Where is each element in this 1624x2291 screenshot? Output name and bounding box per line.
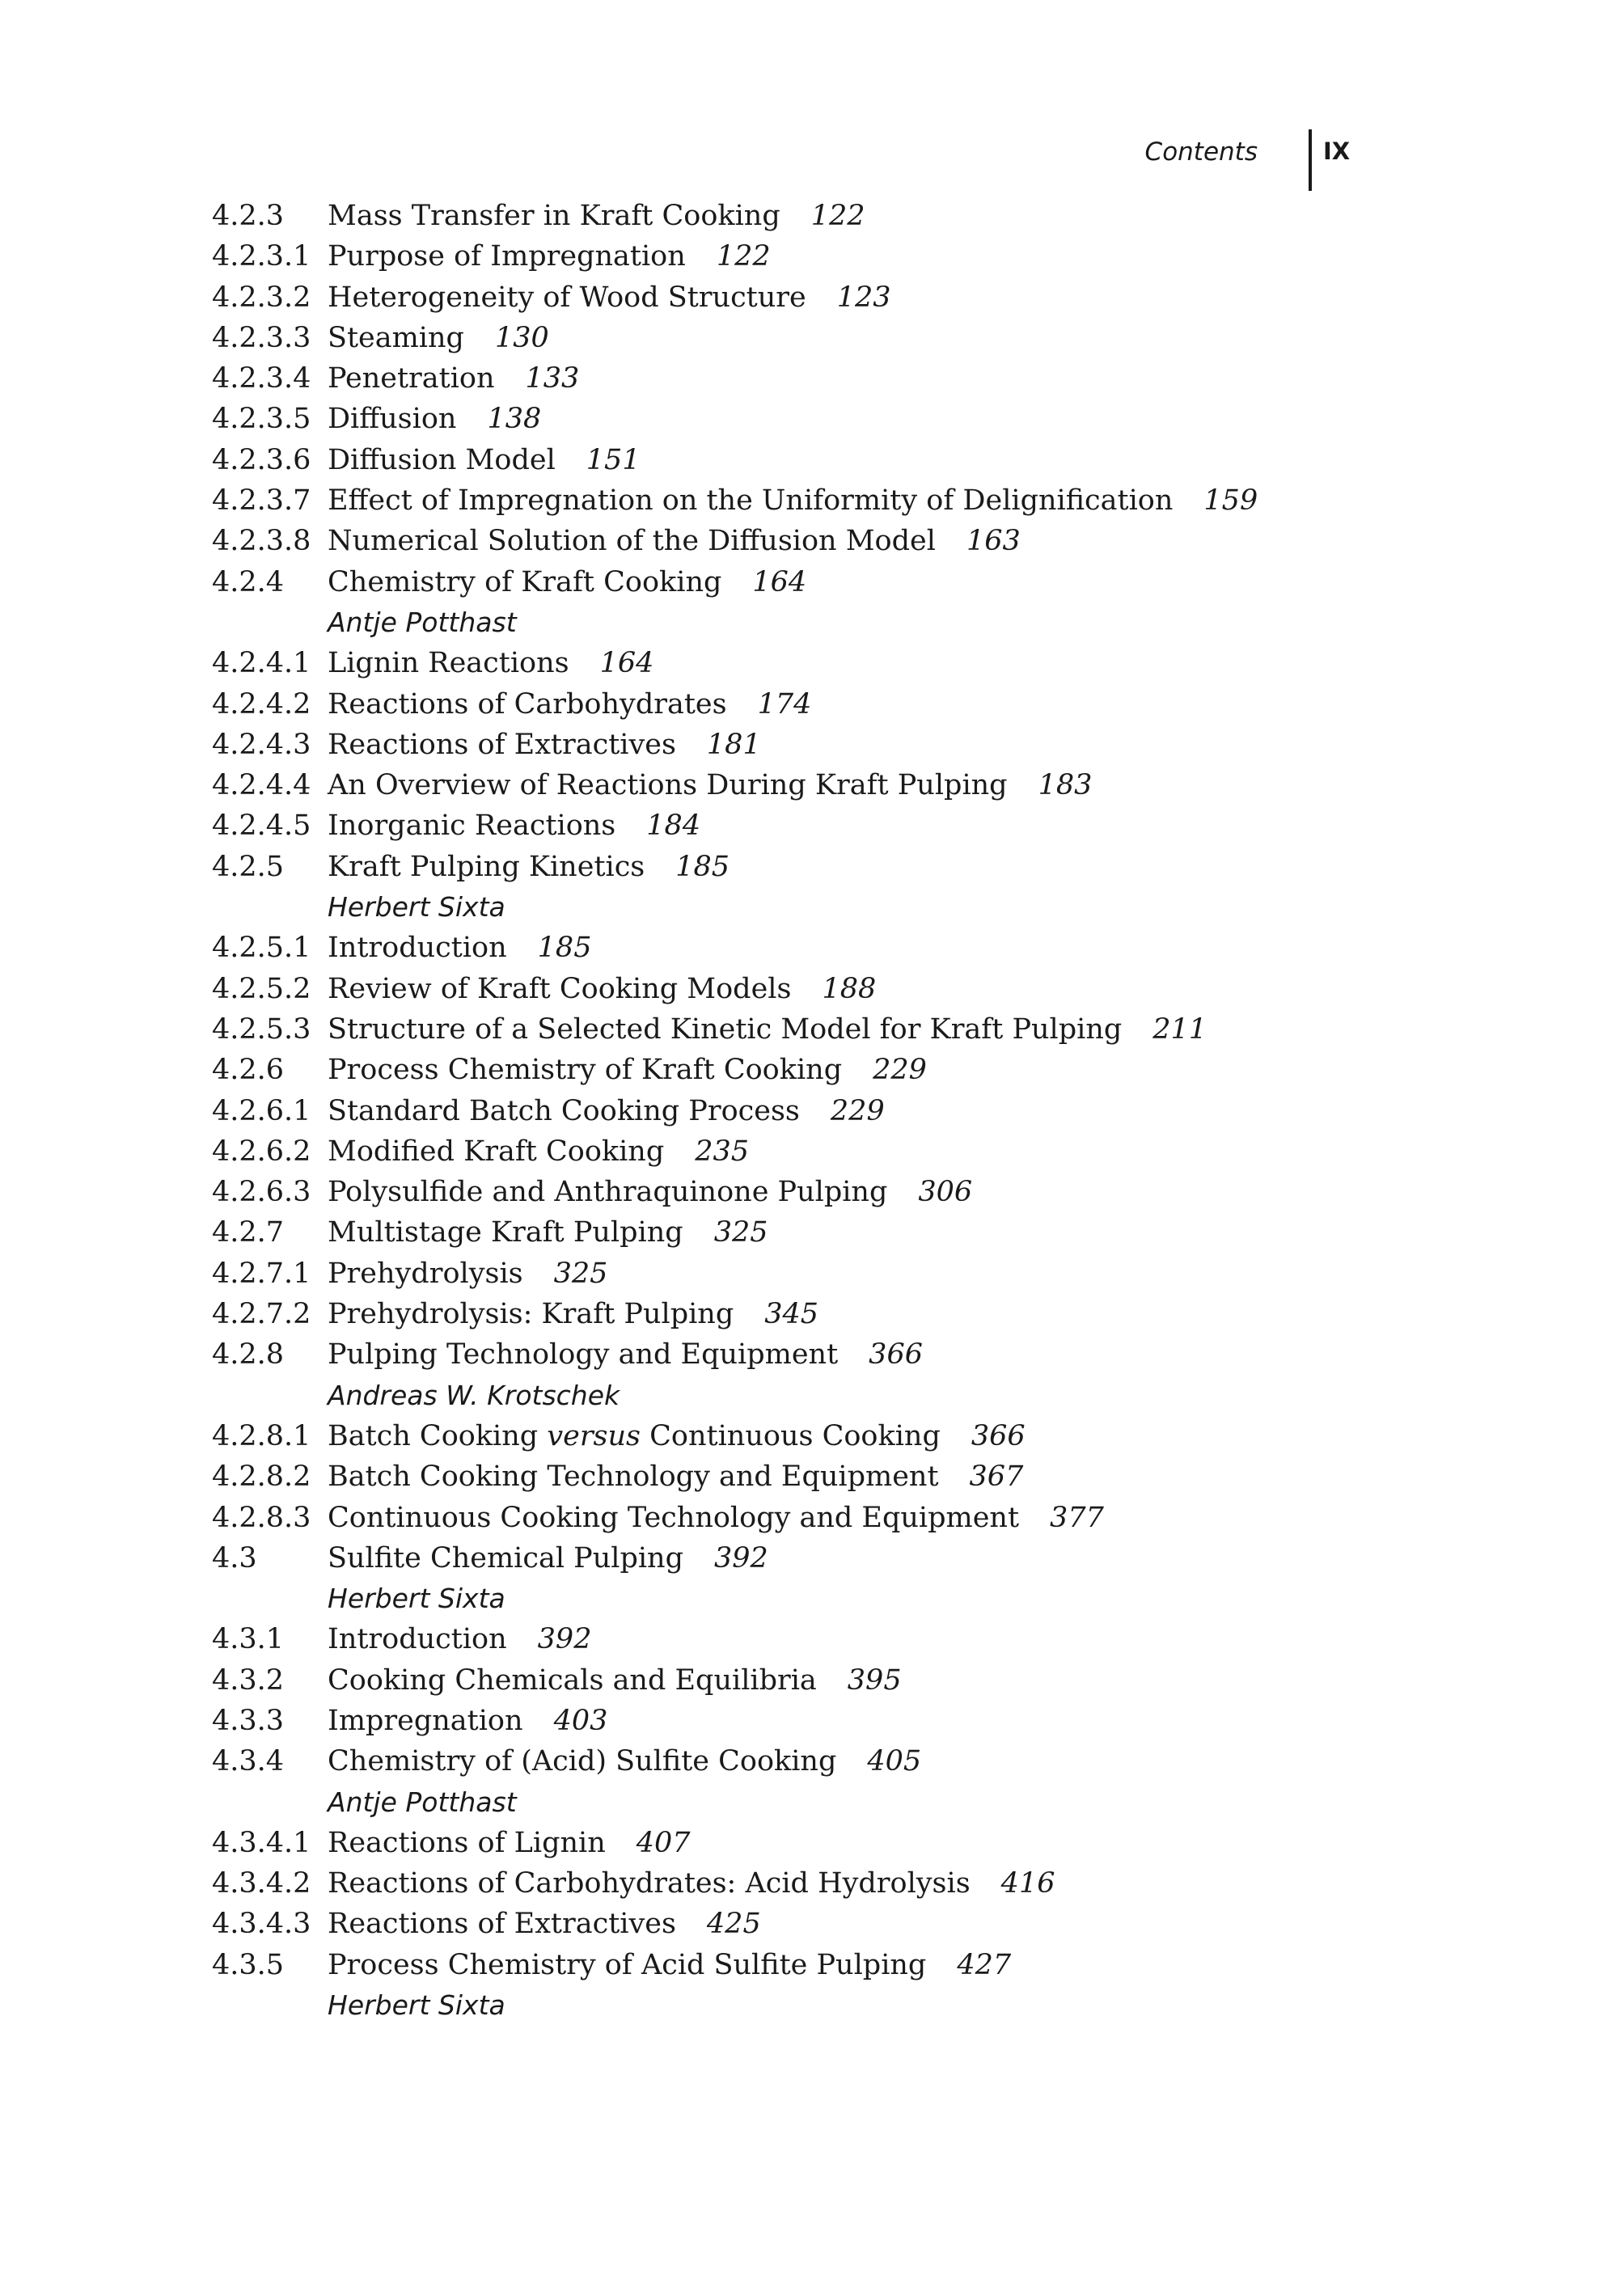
toc-entry bbox=[212, 562, 1474, 602]
toc-entry bbox=[212, 1091, 1474, 1131]
toc-section-number: 4.2.8.3 bbox=[212, 1501, 311, 1534]
toc-entry bbox=[212, 1538, 1474, 1579]
italic-word: versus bbox=[547, 1419, 641, 1452]
toc-page-number: 159 bbox=[1203, 484, 1258, 518]
toc-title: Diffusion bbox=[328, 403, 457, 436]
toc-title: Inorganic Reactions bbox=[328, 809, 616, 843]
author-name: Herbert Sixta bbox=[328, 891, 505, 924]
toc-entry bbox=[212, 969, 1474, 1009]
toc-entry-text bbox=[328, 358, 579, 399]
toc-page-number: 185 bbox=[537, 932, 592, 965]
toc-page-number: 138 bbox=[487, 403, 542, 436]
toc-page-number: 235 bbox=[695, 1135, 750, 1168]
toc-entry bbox=[212, 847, 1474, 887]
toc-entry bbox=[212, 1823, 1474, 1863]
toc-title: Batch Cooking versus Continuous Cooking bbox=[328, 1419, 941, 1452]
toc-section-number: 4.2.3 bbox=[212, 200, 285, 232]
toc-author-name bbox=[328, 887, 505, 928]
running-header bbox=[1132, 129, 1375, 194]
toc-section-number: 4.3.3 bbox=[212, 1704, 285, 1737]
toc-title: Process Chemistry of Kraft Cooking bbox=[328, 1054, 843, 1087]
toc-page-number: 188 bbox=[822, 972, 877, 1005]
toc-author bbox=[212, 1579, 1474, 1619]
toc-author-name bbox=[328, 602, 517, 643]
toc-page-number: 211 bbox=[1152, 1012, 1207, 1046]
toc-section-number: 4.2.4.2 bbox=[212, 687, 311, 721]
toc-section-number: 4.2.4.1 bbox=[212, 647, 311, 680]
toc-title: Pulping Technology and Equipment bbox=[328, 1338, 839, 1372]
toc-section-number: 4.2.3.7 bbox=[212, 484, 311, 518]
toc-page-number: 123 bbox=[836, 281, 891, 314]
toc-page-number: 405 bbox=[867, 1745, 922, 1778]
toc-page-number: 377 bbox=[1050, 1501, 1104, 1534]
toc-page-number: 392 bbox=[537, 1623, 592, 1656]
toc-section-number: 4.2.3.8 bbox=[212, 525, 311, 558]
toc-entry bbox=[212, 1945, 1474, 1985]
toc-section-number: 4.2.7.1 bbox=[212, 1257, 311, 1290]
toc-title: Reactions of Carbohydrates bbox=[328, 687, 727, 721]
toc-page-number: 306 bbox=[918, 1176, 973, 1209]
toc-page-number: 164 bbox=[752, 565, 807, 598]
toc-section-number: 4.3.4.3 bbox=[212, 1908, 311, 1941]
toc-section-number: 4.2.3.2 bbox=[212, 281, 311, 314]
toc-title: Impregnation bbox=[328, 1704, 523, 1737]
toc-title: Chemistry of (Acid) Sulfite Cooking bbox=[328, 1745, 837, 1778]
toc-title: Reactions of Extractives bbox=[328, 728, 676, 761]
running-header-title: Contents bbox=[1144, 137, 1258, 167]
toc-entry-text bbox=[328, 1863, 1055, 1904]
toc-entry bbox=[212, 277, 1474, 318]
toc-section-number: 4.2.5.2 bbox=[212, 972, 311, 1005]
toc-title: Review of Kraft Cooking Models bbox=[328, 972, 792, 1005]
toc-entry bbox=[212, 236, 1474, 277]
toc-entry-text bbox=[328, 928, 591, 968]
toc-entry bbox=[212, 725, 1474, 765]
toc-entry bbox=[212, 1009, 1474, 1050]
toc-entry bbox=[212, 1701, 1474, 1741]
toc-entry bbox=[212, 1294, 1474, 1334]
toc-entry bbox=[212, 1741, 1474, 1782]
toc-entry bbox=[212, 1416, 1474, 1456]
toc-entry bbox=[212, 1172, 1474, 1212]
toc-title: Cooking Chemicals and Equilibria bbox=[328, 1663, 817, 1697]
toc-page-number: 163 bbox=[966, 525, 1021, 558]
toc-entry bbox=[212, 1660, 1474, 1701]
toc-section-number: 4.2.6.3 bbox=[212, 1176, 311, 1209]
toc-title: Chemistry of Kraft Cooking bbox=[328, 565, 722, 598]
toc-page-number: 325 bbox=[553, 1257, 608, 1290]
toc-entry bbox=[212, 1212, 1474, 1253]
toc-entry bbox=[212, 1904, 1474, 1944]
toc-entry-text bbox=[328, 1498, 1104, 1538]
author-name: Herbert Sixta bbox=[328, 1989, 505, 2022]
page-number: IX bbox=[1323, 137, 1351, 165]
toc-title: Structure of a Selected Kinetic Model for Kraft Pulping bbox=[328, 1012, 1123, 1046]
toc-entry bbox=[212, 1619, 1474, 1659]
toc-page-number: 181 bbox=[706, 728, 761, 761]
toc-page-number: 130 bbox=[494, 321, 549, 354]
toc-entry bbox=[212, 1498, 1474, 1538]
toc-section-number: 4.2.4.3 bbox=[212, 728, 311, 761]
toc-entry bbox=[212, 1253, 1474, 1294]
toc-page-number: 183 bbox=[1038, 769, 1093, 802]
toc-title: Lignin Reactions bbox=[328, 647, 569, 680]
toc-title: Standard Batch Cooking Process bbox=[328, 1094, 800, 1127]
toc-section-number: 4.2.3.1 bbox=[212, 240, 311, 273]
toc-title: Diffusion Model bbox=[328, 443, 556, 476]
toc-page-number: 395 bbox=[847, 1663, 902, 1697]
toc-entry-text bbox=[328, 1091, 885, 1131]
toc-author bbox=[212, 1782, 1474, 1823]
toc-author bbox=[212, 887, 1474, 928]
toc-title: Reactions of Carbohydrates: Acid Hydrolysis bbox=[328, 1867, 971, 1900]
toc-page-number: 133 bbox=[525, 362, 580, 395]
toc-section-number: 4.2.3.5 bbox=[212, 403, 311, 436]
toc-entry bbox=[212, 1334, 1474, 1375]
toc-title: Prehydrolysis: Kraft Pulping bbox=[328, 1298, 734, 1331]
toc-section-number: 4.2.6.1 bbox=[212, 1094, 311, 1127]
toc-section-number: 4.2.8 bbox=[212, 1338, 285, 1372]
toc-page-number: 366 bbox=[869, 1338, 923, 1372]
toc-page-number: 427 bbox=[957, 1948, 1012, 1981]
toc-entry-text bbox=[328, 969, 876, 1009]
toc-section-number: 4.2.3.4 bbox=[212, 362, 311, 395]
toc-entry-text bbox=[328, 521, 1021, 561]
toc-entry bbox=[212, 399, 1474, 439]
toc-entry bbox=[212, 521, 1474, 561]
toc-author bbox=[212, 1376, 1474, 1416]
toc-section-number: 4.3.4 bbox=[212, 1745, 285, 1778]
toc-section-number: 4.2.5 bbox=[212, 850, 285, 883]
toc-section-number: 4.3.4.2 bbox=[212, 1867, 311, 1900]
toc-title: Purpose of Impregnation bbox=[328, 240, 686, 273]
toc-entry-text bbox=[328, 196, 865, 236]
toc-entry-text bbox=[328, 805, 700, 846]
author-name: Antje Potthast bbox=[328, 606, 517, 638]
toc-entry-text bbox=[328, 1050, 927, 1090]
toc-page-number: 392 bbox=[714, 1541, 768, 1575]
toc-title: Prehydrolysis bbox=[328, 1257, 523, 1290]
toc-entry-text bbox=[328, 1131, 749, 1172]
toc-entry-text bbox=[328, 480, 1258, 521]
toc-page-number: 366 bbox=[971, 1419, 1026, 1452]
toc-entry bbox=[212, 765, 1474, 805]
toc-page-number: 122 bbox=[810, 200, 865, 232]
toc-section-number: 4.3.2 bbox=[212, 1663, 285, 1697]
toc-section-number: 4.2.5.3 bbox=[212, 1012, 311, 1046]
toc-entry-text bbox=[328, 1009, 1207, 1050]
toc-entry bbox=[212, 358, 1474, 399]
toc-section-number: 4.3 bbox=[212, 1541, 257, 1575]
toc-entry bbox=[212, 1050, 1474, 1090]
toc-page-number: 407 bbox=[636, 1826, 691, 1859]
author-name: Andreas W. Krotschek bbox=[328, 1379, 620, 1411]
toc-page-number: 184 bbox=[646, 809, 701, 843]
toc-entry-text bbox=[328, 1823, 691, 1863]
toc-entry-text bbox=[328, 1538, 768, 1579]
toc-entry-text bbox=[328, 684, 811, 725]
toc-title: Continuous Cooking Technology and Equipment bbox=[328, 1501, 1020, 1534]
toc-entry-text bbox=[328, 1904, 761, 1944]
toc-page-number: 174 bbox=[757, 687, 812, 721]
toc-section-number: 4.2.7 bbox=[212, 1216, 285, 1249]
toc-entry-text bbox=[328, 440, 641, 480]
toc-title: Polysulfide and Anthraquinone Pulping bbox=[328, 1176, 888, 1209]
toc-section-number: 4.2.4.4 bbox=[212, 769, 311, 802]
toc-section-number: 4.3.5 bbox=[212, 1948, 285, 1981]
author-name: Herbert Sixta bbox=[328, 1583, 505, 1615]
toc-entry bbox=[212, 318, 1474, 358]
toc-page-number: 416 bbox=[1000, 1867, 1055, 1900]
toc-title: Numerical Solution of the Diffusion Model bbox=[328, 525, 936, 558]
toc-entry-text bbox=[328, 1945, 1011, 1985]
toc-author bbox=[212, 602, 1474, 643]
toc-entry bbox=[212, 440, 1474, 480]
toc-entry-text bbox=[328, 277, 891, 318]
toc-author bbox=[212, 1985, 1474, 2026]
toc-section-number: 4.2.6 bbox=[212, 1054, 285, 1087]
toc-title: Sulfite Chemical Pulping bbox=[328, 1541, 683, 1575]
toc-author-name bbox=[328, 1782, 517, 1823]
toc-section-number: 4.2.3.6 bbox=[212, 443, 311, 476]
toc-section-number: 4.2.3.3 bbox=[212, 321, 311, 354]
toc-page-number: 367 bbox=[969, 1460, 1024, 1494]
toc-entry bbox=[212, 480, 1474, 521]
toc-section-number: 4.2.6.2 bbox=[212, 1135, 311, 1168]
toc-page-number: 164 bbox=[599, 647, 654, 680]
toc-section-number: 4.3.1 bbox=[212, 1623, 285, 1656]
toc-title: Penetration bbox=[328, 362, 495, 395]
toc-author-name bbox=[328, 1579, 505, 1619]
toc-entry-text bbox=[328, 643, 653, 683]
toc-page-number: 185 bbox=[675, 850, 730, 883]
toc-entry-text bbox=[328, 1334, 923, 1375]
toc-section-number: 4.3.4.1 bbox=[212, 1826, 311, 1859]
toc-entry-text bbox=[328, 847, 730, 887]
toc-page-number: 345 bbox=[764, 1298, 819, 1331]
table-of-contents bbox=[212, 196, 1474, 2026]
toc-section-number: 4.2.8.1 bbox=[212, 1419, 311, 1452]
toc-title: Mass Transfer in Kraft Cooking bbox=[328, 200, 780, 232]
toc-page-number: 229 bbox=[830, 1094, 885, 1127]
toc-entry-text bbox=[328, 1172, 972, 1212]
toc-title: Steaming bbox=[328, 321, 464, 354]
toc-title: An Overview of Reactions During Kraft Pulping bbox=[328, 769, 1008, 802]
toc-entry-text bbox=[328, 1619, 591, 1659]
author-name: Antje Potthast bbox=[328, 1786, 517, 1818]
toc-title: Modified Kraft Cooking bbox=[328, 1135, 665, 1168]
toc-section-number: 4.2.4 bbox=[212, 565, 285, 598]
toc-entry-text bbox=[328, 765, 1092, 805]
toc-entry-text bbox=[328, 1660, 902, 1701]
toc-entry-text bbox=[328, 725, 761, 765]
toc-entry-text bbox=[328, 1416, 1026, 1456]
toc-title: Reactions of Extractives bbox=[328, 1908, 676, 1941]
toc-entry-text bbox=[328, 1212, 768, 1253]
toc-section-number: 4.2.7.2 bbox=[212, 1298, 311, 1331]
toc-author-name bbox=[328, 1985, 505, 2026]
toc-entry bbox=[212, 684, 1474, 725]
toc-entry bbox=[212, 1131, 1474, 1172]
toc-section-number: 4.2.4.5 bbox=[212, 809, 311, 843]
toc-page-number: 151 bbox=[586, 443, 641, 476]
toc-title: Introduction bbox=[328, 932, 507, 965]
toc-page-number: 425 bbox=[706, 1908, 761, 1941]
toc-title: Introduction bbox=[328, 1623, 507, 1656]
toc-entry-text bbox=[328, 1294, 818, 1334]
toc-title: Multistage Kraft Pulping bbox=[328, 1216, 683, 1249]
toc-entry-text bbox=[328, 1741, 921, 1782]
toc-entry bbox=[212, 643, 1474, 683]
header-divider bbox=[1309, 129, 1312, 191]
toc-entry-text bbox=[328, 399, 541, 439]
toc-entry-text bbox=[328, 236, 771, 277]
toc-entry bbox=[212, 928, 1474, 968]
toc-title: Effect of Impregnation on the Uniformity of Delignification bbox=[328, 484, 1174, 518]
toc-page-number: 229 bbox=[873, 1054, 927, 1087]
toc-author-name bbox=[328, 1376, 620, 1416]
toc-entry bbox=[212, 1456, 1474, 1497]
toc-entry-text bbox=[328, 1701, 607, 1741]
toc-page-number: 122 bbox=[716, 240, 771, 273]
toc-section-number: 4.2.8.2 bbox=[212, 1460, 311, 1494]
toc-title: Batch Cooking Technology and Equipment bbox=[328, 1460, 939, 1494]
toc-section-number: 4.2.5.1 bbox=[212, 932, 311, 965]
toc-title: Kraft Pulping Kinetics bbox=[328, 850, 645, 883]
toc-entry-text bbox=[328, 1253, 607, 1294]
toc-page-number: 325 bbox=[713, 1216, 768, 1249]
toc-entry-text bbox=[328, 562, 806, 602]
toc-entry bbox=[212, 805, 1474, 846]
toc-title: Process Chemistry of Acid Sulfite Pulping bbox=[328, 1948, 927, 1981]
toc-entry bbox=[212, 196, 1474, 236]
toc-entry bbox=[212, 1863, 1474, 1904]
toc-page-number: 403 bbox=[553, 1704, 608, 1737]
toc-entry-text bbox=[328, 318, 549, 358]
toc-entry-text bbox=[328, 1456, 1023, 1497]
toc-title: Heterogeneity of Wood Structure bbox=[328, 281, 806, 314]
toc-title: Reactions of Lignin bbox=[328, 1826, 606, 1859]
